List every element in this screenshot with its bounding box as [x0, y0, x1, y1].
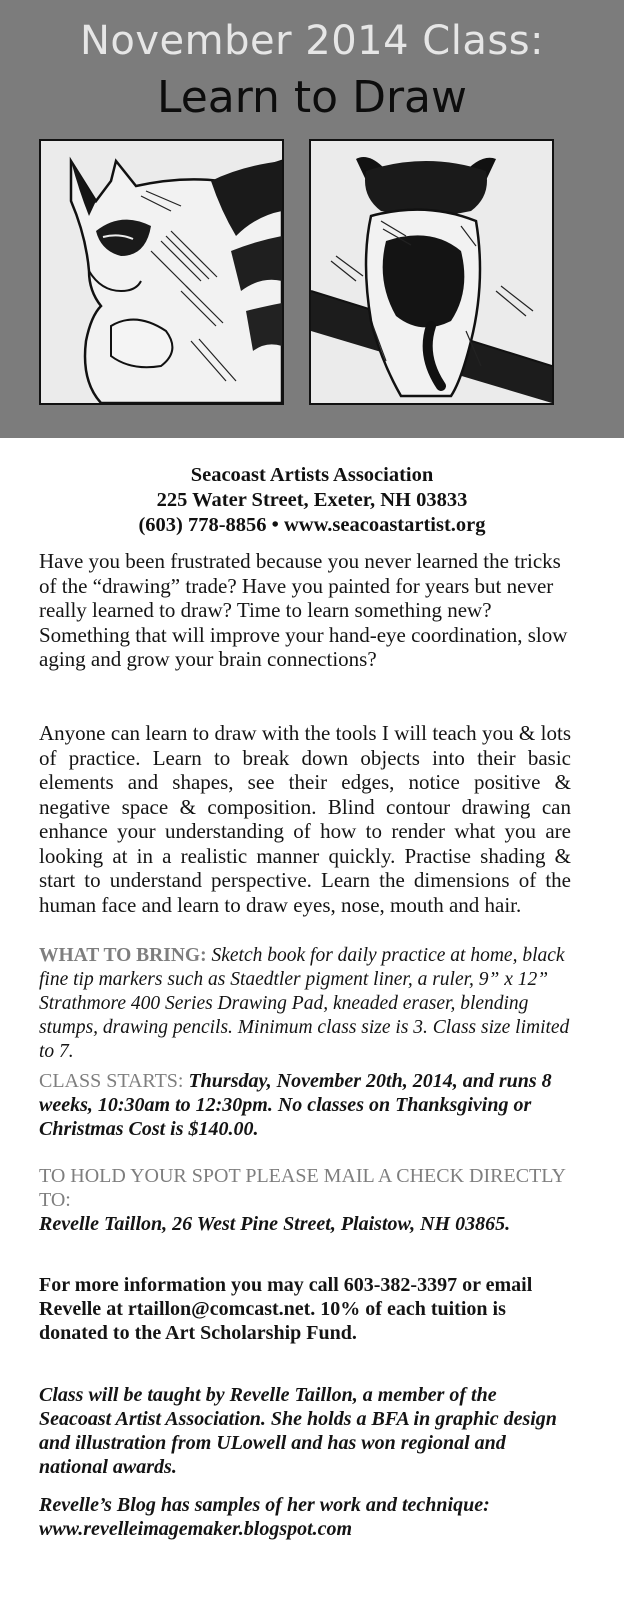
what-to-bring-paragraph	[39, 944, 571, 1064]
class-starts-label: CLASS STARTS:	[39, 1070, 184, 1092]
hold-spot-paragraph	[39, 1164, 571, 1236]
cat-sketch-left	[39, 139, 284, 405]
what-to-bring-label: WHAT TO BRING:	[39, 945, 207, 966]
class-starts-text: Thursday, November 20th, 2014, and runs 8 weeks, 10:30am to 12:30pm. No classes on Thanksgiving or Christmas Cost is $140.00.	[39, 1070, 552, 1140]
header-banner	[0, 0, 624, 438]
cat-sketch-right	[309, 139, 554, 405]
association-info	[0, 463, 624, 538]
class-starts-paragraph	[39, 1069, 571, 1141]
association-address: 225 Water Street, Exeter, NH 03833	[156, 489, 468, 511]
anyone-paragraph: Anyone can learn to draw with the tools I will teach you & lots of practice. Learn to break down objects into their basic elements and shapes, see their edges, notice positive & negative space & composition. Blind contour drawing can enhance your understanding of how to render what you are looking at in a realistic manner quickly. Practise shading & start to understand perspective. Learn the dimensions of the human face and learn to draw eyes, nose, mouth and hair.	[39, 721, 571, 917]
more-info-paragraph: For more information you may call 603-382-3397 or email Revelle at rtaillon@comcast.net. 10% of each tuition is donated to the Art Scholarship Fund.	[39, 1274, 533, 1344]
title-line-2: Learn to Draw	[156, 72, 468, 123]
hold-spot-label: TO HOLD YOUR SPOT PLEASE MAIL A CHECK DIRECTLY TO:	[39, 1165, 566, 1211]
instructor-bio-paragraph: Class will be taught by Revelle Taillon, a member of the Seacoast Artist Association. She holds a BFA in graphic design and illustration from ULowell and has won regional and national awards.	[39, 1384, 557, 1478]
association-name: Seacoast Artists Association	[190, 464, 434, 486]
intro-paragraph: Have you been frustrated because you never learned the tricks of the “drawing” trade? Have you painted for years but never really learned to draw? Time to learn something new? Something that will improve your hand-eye coordination, slow aging and grow your brain connections?	[39, 549, 568, 671]
blog-paragraph: Revelle’s Blog has samples of her work and technique: www.revelleimagemaker.blogspot.com	[39, 1494, 490, 1540]
hold-spot-address: Revelle Taillon, 26 West Pine Street, Plaistow, NH 03865.	[39, 1213, 511, 1235]
title-line-1: November 2014 Class:	[79, 18, 545, 64]
what-to-bring-text: Sketch book for daily practice at home, black fine tip markers such as Staedtler pigment liner, a ruler, 9” x 12” Strathmore 400 Series Drawing Pad, kneaded eraser, blending stumps, drawing pencils. Minimum class size is 3. Class size limited to 7.	[39, 945, 570, 1062]
association-contact: (603) 778-8856 • www.seacoastartist.org	[138, 514, 486, 536]
